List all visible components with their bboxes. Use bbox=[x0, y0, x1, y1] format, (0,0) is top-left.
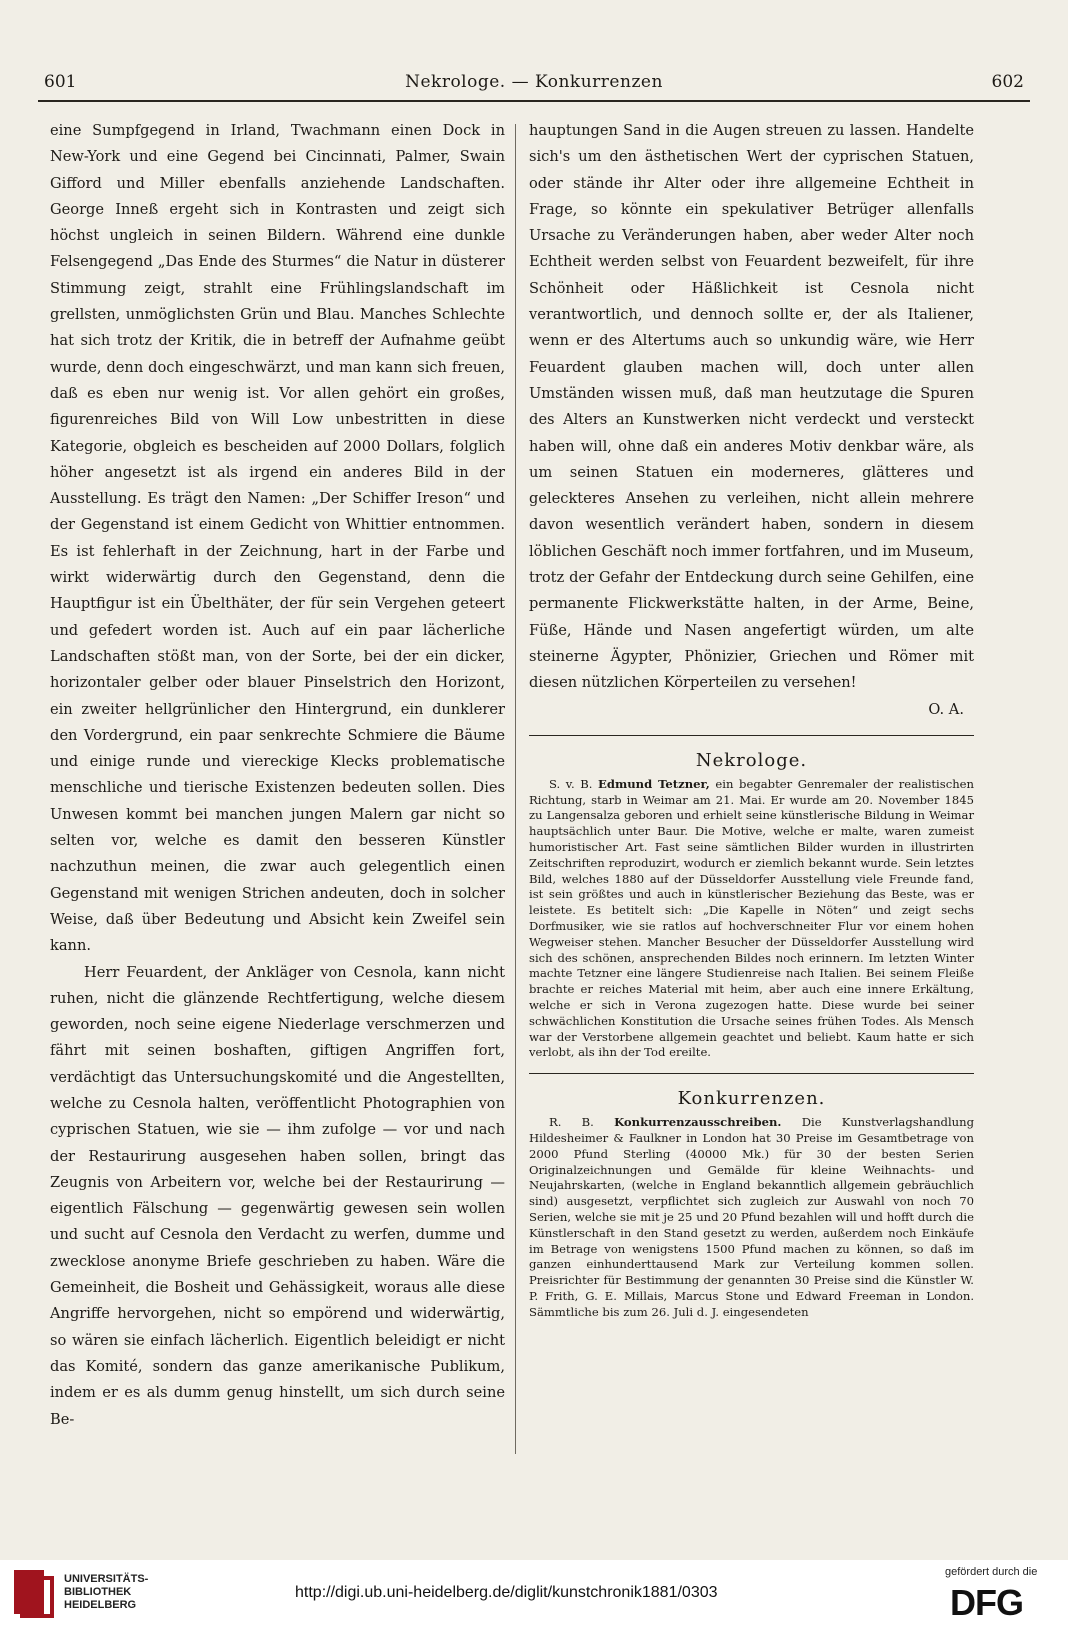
right-column bbox=[529, 118, 974, 1321]
running-title: Nekrologe. — Konkurrenzen bbox=[405, 72, 663, 92]
page-header bbox=[38, 70, 1030, 102]
section-rule bbox=[529, 1073, 974, 1074]
left-paragraph-1: eine Sumpfgegend in Irland, Twachmann einen Dock in New-York und eine Gegend bei Cincinnati, Palmer, Swain Gifford und Miller ebenfalls anziehende Landschaften. George Inneß ergeht sich in Kontrasten und zeigt sich höchst ungleich in seinen Bildern. Während eine dunkle Felsengegend „Das Ende des Sturmes“ die Natur in düsterer Stimmung zeigt, strahlt eine Frühlingslandschaft im grellsten, unmöglichsten Grün und Blau. Manches Schlechte hat sich trotz der Kritik, die in betreff der Aufnahme geübt wurde, denn doch eingeschwärzt, und man kann sich freuen, daß es eben nur wenig ist. Vor allen gehört ein großes, figurenreiches Bild von Will Low unbestritten in diese Kategorie, obgleich es bescheiden auf 2000 Dollars, folglich höher angesetzt ist als irgend ein anderes Bild in der Ausstellung. Es trägt den Namen: „Der Schiffer Ireson“ und der Gegenstand ist einem Gedicht von Whittier entnommen. Es ist fehlerhaft in der Zeichnung, hart in der Farbe und wirkt widerwärtig durch den Gegenstand, denn die Hauptfigur ist ein Übelthäter, der für sein Vergehen geteert und gefedert worden ist. Auch auf ein paar lächerliche Landschaften stößt man, von der Sorte, bei der ein dicker, horizontaler gelber oder blauer Pinselstrich den Horizont, ein zweiter hellgrünlicher den Hintergrund, ein dunklerer den Vordergrund, ein paar senkrechte Schmiere die Bäume und einige runde und viereckige Klecks problematische menschliche und tierische Existenzen bedeuten sollen. Dies Unwesen kommt bei manchen jungen Malern gar nicht so selten vor, welche es damit den besseren Künstler nachzuthun meinen, die zwar auch gelegentlich einen Gegenstand mit wenigen Strichen andeuten, doch in solcher Weise, daß über Bedeutung und Absicht kein Zweifel sein kann. bbox=[50, 122, 505, 955]
konkurrenzen-initials: R. B. bbox=[549, 1115, 594, 1130]
permalink-url[interactable]: http://digi.ub.uni-heidelberg.de/diglit/kunstchronik1881/0303 bbox=[295, 1584, 718, 1601]
konkurrenzen-text: Die Kunstverlagshandlung Hildesheimer & Faulkner in London hat 30 Preise im Gesamtbetrage von 2000 Pfund Sterling (40000 Mk.) für 30 der besten Serien Originalzeichnungen und Gemälde für kleine Weihnachts- und Neujahrskarten, (welche in England bekanntlich allgemein gebräuchlich sind) ausgesetzt, verpflichtet sich zugleich zur Auswahl von noch 70 Serien, welche sie mit je 25 und 20 Pfund bezahlen will und hofft durch die Künstlerschaft in den Stand gesetzt zu werden, außerdem noch Einkäufe im Betrage von wenigstens 1500 Pfund machen zu können, so daß im ganzen einhunderttausend Mark zur Verteilung kommen sollen. Preisrichter für Bestimmung der genannten 30 Preise sind die Künstler W. P. Frith, G. E. Millais, Marcus Stone und Edward Freeman in London. Sämmtliche bis zum 26. Juli d. J. eingesendeten bbox=[529, 1115, 975, 1319]
dfg-logo: DFG bbox=[950, 1582, 1023, 1623]
library-name: UNIVERSITÄTS- BIBLIOTHEK HEIDELBERG bbox=[64, 1573, 149, 1611]
konkurrenzen-entry bbox=[529, 1115, 974, 1320]
right-continuation: hauptungen Sand in die Augen streuen zu lassen. Handelte sich's um den ästhetischen Wert der cyprischen Statuen, oder stände ihr Alter oder ihre allgemeine Echtheit in Frage, so könnte ein spekulativer Betrüger allenfalls Ursache zu Veränderungen haben, aber weder Alter noch Echtheit werden selbst von Feuardent bezweifelt, für ihre Schönheit oder Häßlichkeit ist Cesnola nicht verantwortlich, und dennoch sollte er, der als Italiener, wenn er des Altertums auch so unkundig wäre, wie Herr Feuardent glauben machen will, doch unter allen Umständen wissen muß, daß man heutzutage die Spuren des Alters an Kunstwerken nicht verdeckt und versteckt haben will, ohne daß ein anderes Motiv denkbar wäre, als um seinen Statuen ein moderneres, glätteres und geleckteres Ansehen zu verleihen, nicht allein mehrere davon wesentlich verändert haben, sondern in diesem löblichen Geschäft noch immer fortfahren, und im Museum, trotz der Gefahr der Entdeckung durch seine Gehilfen, eine permanente Flickwerkstätte halten, in der Arme, Beine, Füße, Hände und Nasen angefertigt würden, um alte steinerne Ägypter, Phönizier, Griechen und Römer mit diesen nützlichen Körperteilen zu versehen! bbox=[529, 122, 974, 692]
university-seal-icon bbox=[10, 1566, 56, 1620]
nekrologe-text: ein begabter Genremaler der realistischen Richtung, starb in Weimar am 21. Mai. Er wurde am 20. November 1845 zu Langensalza geboren und erhielt seine künstlerische Bildung in Weimar hauptsächlich unter Baur. Die Motive, welche er malte, waren zumeist humoristischer Art. Fast seine sämtlichen Bilder wurden in illustrirten Zeitschriften reproduzirt, wodurch er ziemlich bekannt wurde. Sein letztes Bild, welches 1880 auf der Düsseldorfer Ausstellung viele Freunde fand, ist sein größtes und auch in künstlerischer Beziehung das Beste, was er leistete. Es betitelt sich: „Die Kapelle in Nöten“ und zeigt sechs Dorfmusiker, wie sie ratlos auf hochverschneiter Flur vor einem hohen Wegweiser stehen. Mancher Besucher der Düsseldorfer Ausstellung wird sich des schönen, ansprechenden Bildes noch erinnern. Im letzten Winter machte Tetzner eine längere Studienreise nach Italien. Bei seinem Fleiße brachte er reiches Material mit heim, aber auch eine innere Erkältung, welche er sich in Verona zugezogen hatte. Diese wurde bei seiner schwächlichen Konstitution die Ursache seines frühen Todes. Als Mensch war der Verstorbene allgemein geachtet und beliebt. Kaum hatte er sich verlobt, als ihn der Tod ereilte. bbox=[529, 776, 974, 1060]
footer-bar bbox=[0, 1560, 1068, 1629]
section-rule bbox=[529, 735, 974, 736]
left-column bbox=[50, 118, 505, 1433]
nekrologe-name: Edmund Tetzner, bbox=[598, 776, 710, 791]
column-divider bbox=[515, 124, 516, 1454]
page-number-left: 601 bbox=[44, 72, 77, 92]
page-number-right: 602 bbox=[991, 72, 1024, 92]
nekrologe-heading: Nekrologe. bbox=[695, 749, 808, 771]
funding-label: gefördert durch die bbox=[945, 1566, 1038, 1578]
konkurrenzen-heading: Konkurrenzen. bbox=[677, 1088, 826, 1110]
nekrologe-entry bbox=[529, 777, 974, 1061]
left-paragraph-2: Herr Feuardent, der Ankläger von Cesnola, kann nicht ruhen, nicht die glänzende Rechtfertigung, welche diesem geworden, noch seine eigene Niederlage verschmerzen und fährt mit seinen boshaften, giftigen Angriffen fort, verdächtigt das Untersuchungskomité und die Angestellten, welche zu Cesnola halten, veröffentlicht Photographien von cyprischen Statuen, wie sie — ihm zufolge — vor und nach der Restaurirung ausgesehen haben sollen, bringt das Zeugnis von Arbeitern vor, welche bei der Restaurirung — eigentlich Fälschung — gegenwärtig gewesen sein wollen und sucht auf Cesnola den Verdacht zu werfen, dumme und zwecklose anonyme Briefe geschrieben zu haben. Wäre die Gemeinheit, die Bosheit und Gehässigkeit, woraus alle diese Angriffe hervorgehen, nicht so empörend und widerwärtig, so wären sie einfach lächerlich. Eigentlich beleidigt er nicht das Komité, sondern das ganze amerikanische Publikum, indem er es als dumm genug hinstellt, um sich durch seine Be- bbox=[50, 963, 505, 1428]
nekrologe-initials: S. v. B. bbox=[549, 776, 593, 791]
article-signature: O. A. bbox=[928, 700, 964, 718]
konkurrenzen-name: Konkurrenzausschreiben. bbox=[614, 1115, 782, 1130]
